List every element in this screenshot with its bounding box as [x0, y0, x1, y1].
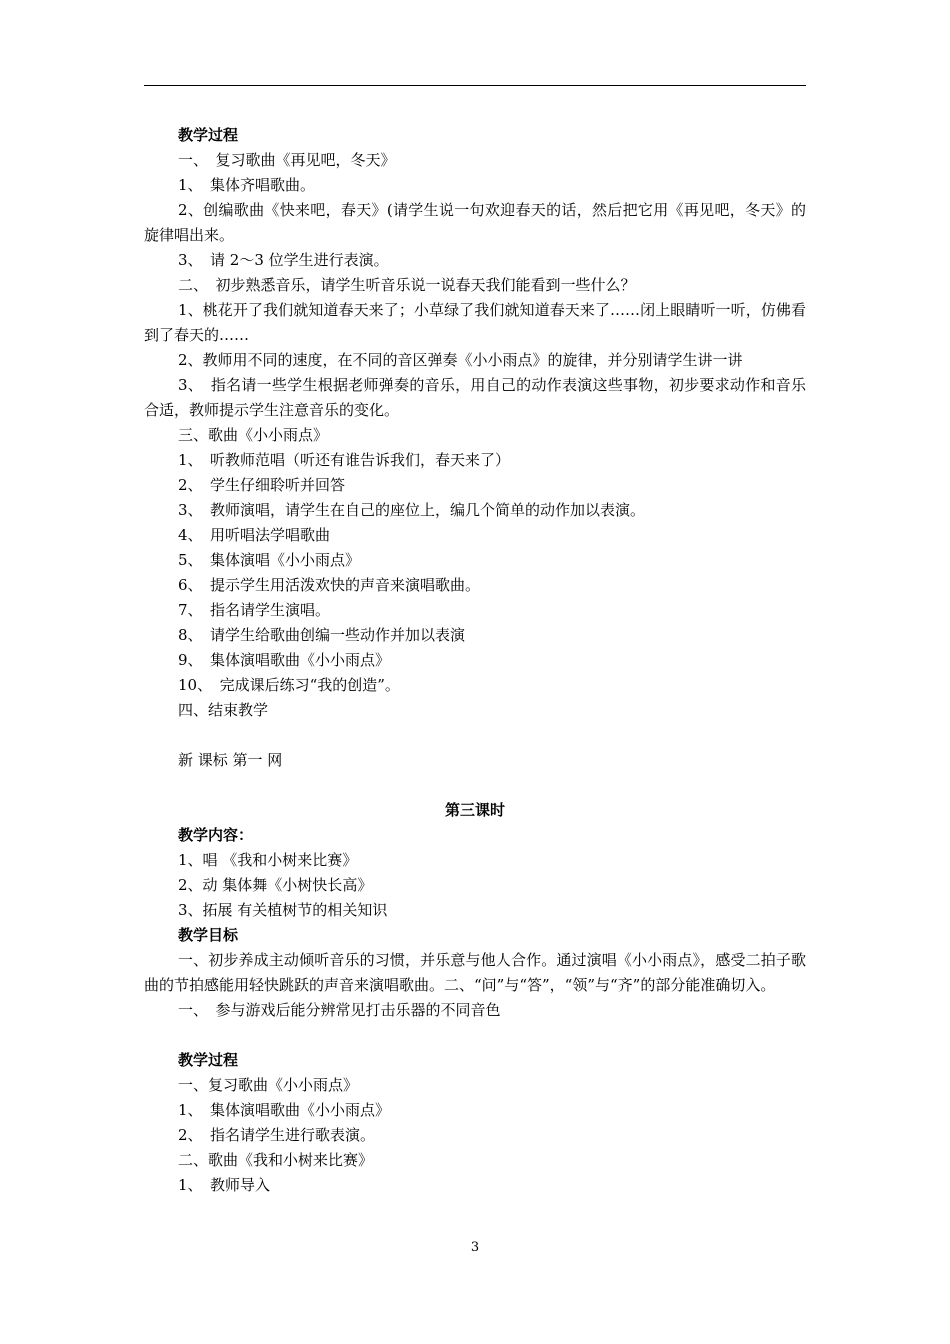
paragraph: 6、 提示学生用活泼欢快的声音来演唱歌曲。 [178, 576, 481, 594]
paragraph: 10、 完成课后练习“我的创造”。 [178, 676, 400, 694]
watermark-text: 新 课标 第一 网 [178, 751, 283, 769]
paragraph: 四、结束教学 [178, 701, 269, 719]
paragraph: 一、初步养成主动倾听音乐的习惯，并乐意与他人合作。通过演唱《小小雨点》，感受二拍子歌曲的节拍感能用轻快跳跃的声音来演唱歌曲。二、“问”与“答”，“领”与“齐”的部分能准确切入。 [144, 951, 806, 994]
paragraph: 1、 听教师范唱（听还有谁告诉我们，春天来了） [178, 451, 511, 469]
paragraph: 3、拓展 有关植树节的相关知识 [178, 901, 388, 919]
paragraph: 7、 指名请学生演唱。 [178, 601, 331, 619]
paragraph: 一、 复习歌曲《再见吧，冬天》 [178, 151, 396, 169]
paragraph: 8、 请学生给歌曲创编一些动作并加以表演 [178, 626, 466, 644]
page-number: 3 [470, 1240, 480, 1255]
paragraph: 1、 集体演唱歌曲《小小雨点》 [178, 1101, 391, 1119]
process-heading: 教学过程 [178, 1051, 239, 1069]
paragraph: 2、 指名请学生进行歌表演。 [178, 1126, 376, 1144]
paragraph: 一、复习歌曲《小小雨点》 [178, 1076, 359, 1094]
paragraph: 1、唱 《我和小树来比赛》 [178, 851, 358, 869]
paragraph: 一、 参与游戏后能分辨常见打击乐器的不同音色 [178, 1001, 501, 1019]
paragraph: 2、 学生仔细聆听并回答 [178, 476, 346, 494]
paragraph: 1、 集体齐唱歌曲。 [178, 176, 316, 194]
paragraph: 5、 集体演唱《小小雨点》 [178, 551, 361, 569]
paragraph: 3、 教师演唱，请学生在自己的座位上，编几个简单的动作加以表演。 [178, 501, 646, 519]
paragraph: 三、歌曲《小小雨点》 [178, 426, 329, 444]
content-heading: 教学内容： [178, 826, 254, 844]
document-body [144, 123, 806, 1198]
paragraph: 9、 集体演唱歌曲《小小雨点》 [178, 651, 391, 669]
paragraph: 二、 初步熟悉音乐，请学生听音乐说一说春天我们能看到一些什么？ [178, 276, 636, 294]
paragraph: 1、桃花开了我们就知道春天来了；小草绿了我们就知道春天来了……闭上眼睛听一听，仿佛看到了春天的…… [144, 301, 806, 344]
paragraph: 4、 用听唱法学唱歌曲 [178, 526, 331, 544]
section-heading: 教学过程 [178, 126, 239, 144]
paragraph: 二、歌曲《我和小树来比赛》 [178, 1151, 374, 1169]
paragraph: 3、 请 2～3 位学生进行表演。 [178, 251, 389, 269]
paragraph: 3、 指名请一些学生根据老师弹奏的音乐，用自己的动作表演这些事物，初步要求动作和音乐合适，教师提示学生注意音乐的变化。 [144, 376, 806, 419]
lesson-title: 第三课时 [444, 801, 505, 819]
paragraph: 2、动 集体舞《小树快长高》 [178, 876, 373, 894]
paragraph: 1、 教师导入 [178, 1176, 271, 1194]
goal-heading: 教学目标 [178, 926, 239, 944]
header-rule [144, 85, 806, 86]
paragraph: 2、创编歌曲《快来吧，春天》(请学生说一句欢迎春天的话，然后把它用《再见吧，冬天》的旋律唱出来。 [144, 201, 806, 244]
paragraph: 2、教师用不同的速度，在不同的音区弹奏《小小雨点》的旋律，并分别请学生讲一讲 [178, 351, 743, 369]
